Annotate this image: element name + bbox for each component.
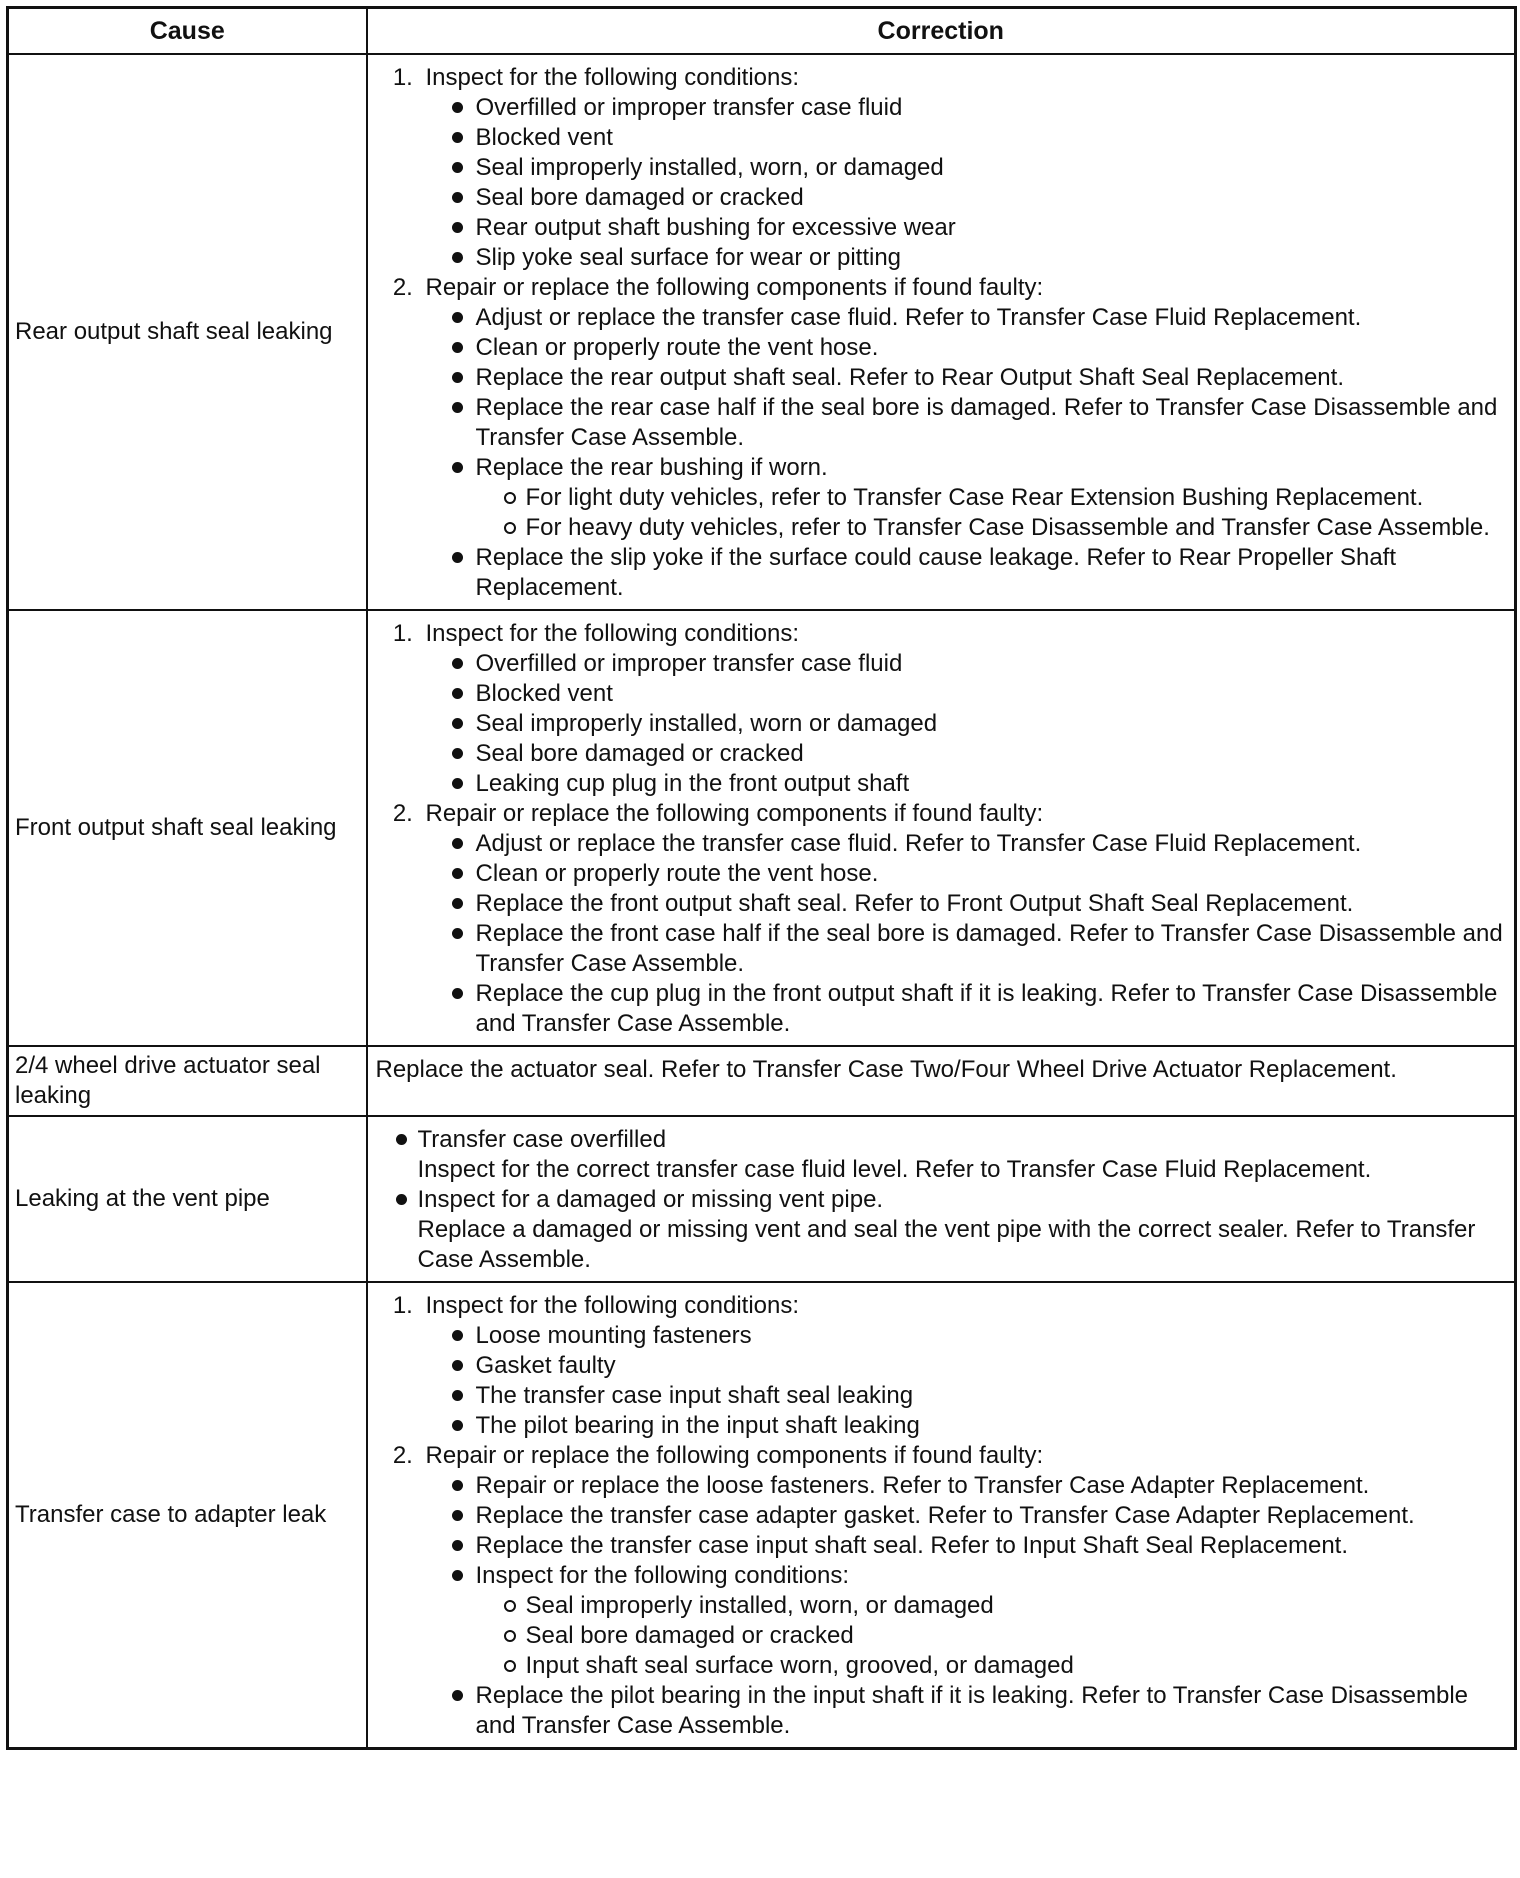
list-item: Rear output shaft bushing for excessive wear <box>426 213 1507 243</box>
sub-list-item: Seal improperly installed, worn, or damaged <box>476 1591 1507 1621</box>
cause-cell: 2/4 wheel drive actuator seal leaking <box>8 1046 367 1116</box>
list-item: Replace the transfer case adapter gasket. Refer to Transfer Case Adapter Replacement. <box>426 1501 1507 1531</box>
list-item-detail: Replace a damaged or missing vent and seal the vent pipe with the correct sealer. Refer to Transfer Case Assemble. <box>417 1216 1476 1273</box>
list-item-title: Inspect for a damaged or missing vent pipe. <box>417 1186 884 1213</box>
cause-column-header: Cause <box>8 8 367 55</box>
list-item <box>376 1125 1507 1185</box>
list-item-detail: Inspect for the correct transfer case fluid level. Refer to Transfer Case Fluid Replacement. <box>417 1156 1372 1183</box>
list-item: Adjust or replace the transfer case fluid. Refer to Transfer Case Fluid Replacement. <box>426 303 1507 333</box>
cause-cell: Front output shaft seal leaking <box>8 610 367 1046</box>
list-item <box>426 1561 1507 1681</box>
list-item: The transfer case input shaft seal leaking <box>426 1381 1507 1411</box>
list-item: Slip yoke seal surface for wear or pitting <box>426 243 1507 273</box>
sub-list-item: Seal bore damaged or cracked <box>476 1621 1507 1651</box>
step-text: Inspect for the following conditions: <box>425 620 800 647</box>
list-item: Leaking cup plug in the front output shaft <box>426 769 1507 799</box>
step-text: Inspect for the following conditions: <box>425 1292 800 1319</box>
diagnostic-table <box>6 6 1517 1750</box>
step-text: Repair or replace the following components if found faulty: <box>425 1442 1044 1469</box>
repair-list <box>426 1471 1507 1741</box>
list-item-title: Transfer case overfilled <box>417 1126 667 1153</box>
list-item: Replace the rear output shaft seal. Refer to Rear Output Shaft Seal Replacement. <box>426 363 1507 393</box>
table-row <box>8 1282 1516 1749</box>
correction-cell <box>367 1282 1516 1749</box>
correction-cell <box>367 54 1516 610</box>
cause-cell: Transfer case to adapter leak <box>8 1282 367 1749</box>
table-header-row <box>8 8 1516 55</box>
sub-list <box>476 1591 1507 1681</box>
inspect-list <box>426 649 1507 799</box>
step-list <box>376 63 1507 603</box>
step-text: Inspect for the following conditions: <box>425 64 800 91</box>
list-item: Overfilled or improper transfer case fluid <box>426 93 1507 123</box>
step-list <box>376 619 1507 1039</box>
list-item: Replace the slip yoke if the surface could cause leakage. Refer to Rear Propeller Shaft Replacement. <box>426 543 1507 603</box>
inspect-list <box>426 1321 1507 1441</box>
table-row <box>8 1046 1516 1116</box>
table-row <box>8 54 1516 610</box>
inspect-list <box>426 93 1507 273</box>
step-item <box>420 1441 1507 1741</box>
diagnostic-table-page <box>6 6 1514 1750</box>
list-item: Seal bore damaged or cracked <box>426 739 1507 769</box>
list-item: Clean or properly route the vent hose. <box>426 333 1507 363</box>
cause-cell: Rear output shaft seal leaking <box>8 54 367 610</box>
list-item: Loose mounting fasteners <box>426 1321 1507 1351</box>
list-item: Blocked vent <box>426 123 1507 153</box>
list-item: Replace the pilot bearing in the input shaft if it is leaking. Refer to Transfer Case Disassemble and Transfer Case Assemble. <box>426 1681 1507 1741</box>
list-item: Replace the cup plug in the front output shaft if it is leaking. Refer to Transfer Case Disassemble and Transfer Case Assemble. <box>426 979 1507 1039</box>
correction-cell <box>367 1116 1516 1282</box>
step-list <box>376 1291 1507 1741</box>
list-item: Adjust or replace the transfer case fluid. Refer to Transfer Case Fluid Replacement. <box>426 829 1507 859</box>
list-item: Blocked vent <box>426 679 1507 709</box>
step-text: Repair or replace the following components if found faulty: <box>425 800 1044 827</box>
list-item: Overfilled or improper transfer case fluid <box>426 649 1507 679</box>
list-item <box>376 1185 1507 1275</box>
list-item: Replace the front output shaft seal. Refer to Front Output Shaft Seal Replacement. <box>426 889 1507 919</box>
list-item: Replace the transfer case input shaft seal. Refer to Input Shaft Seal Replacement. <box>426 1531 1507 1561</box>
step-item <box>420 273 1507 603</box>
vent-pipe-list <box>376 1125 1507 1275</box>
list-item-text: Replace the rear bushing if worn. <box>475 454 828 481</box>
sub-list-item: For light duty vehicles, refer to Transfer Case Rear Extension Bushing Replacement. <box>476 483 1507 513</box>
list-item: Seal improperly installed, worn or damaged <box>426 709 1507 739</box>
correction-cell <box>367 610 1516 1046</box>
cause-cell: Leaking at the vent pipe <box>8 1116 367 1282</box>
list-item <box>426 453 1507 543</box>
list-item: Seal improperly installed, worn, or damaged <box>426 153 1507 183</box>
correction-cell: Replace the actuator seal. Refer to Transfer Case Two/Four Wheel Drive Actuator Replacement. <box>367 1046 1516 1116</box>
table-row <box>8 610 1516 1046</box>
step-item <box>420 799 1507 1039</box>
repair-list <box>426 829 1507 1039</box>
table-row <box>8 1116 1516 1282</box>
sub-list-item: For heavy duty vehicles, refer to Transfer Case Disassemble and Transfer Case Assemble. <box>476 513 1507 543</box>
list-item: Repair or replace the loose fasteners. Refer to Transfer Case Adapter Replacement. <box>426 1471 1507 1501</box>
list-item: Gasket faulty <box>426 1351 1507 1381</box>
list-item: Clean or properly route the vent hose. <box>426 859 1507 889</box>
sub-list-item: Input shaft seal surface worn, grooved, or damaged <box>476 1651 1507 1681</box>
correction-column-header: Correction <box>367 8 1516 55</box>
list-item: Replace the rear case half if the seal bore is damaged. Refer to Transfer Case Disassemble and Transfer Case Assemble. <box>426 393 1507 453</box>
list-item: Replace the front case half if the seal bore is damaged. Refer to Transfer Case Disassemble and Transfer Case Assemble. <box>426 919 1507 979</box>
list-item-text: Inspect for the following conditions: <box>475 1562 850 1589</box>
sub-list <box>476 483 1507 543</box>
step-item <box>420 1291 1507 1441</box>
repair-list <box>426 303 1507 603</box>
list-item: The pilot bearing in the input shaft leaking <box>426 1411 1507 1441</box>
step-text: Repair or replace the following components if found faulty: <box>425 274 1044 301</box>
step-item <box>420 619 1507 799</box>
step-item <box>420 63 1507 273</box>
list-item: Seal bore damaged or cracked <box>426 183 1507 213</box>
